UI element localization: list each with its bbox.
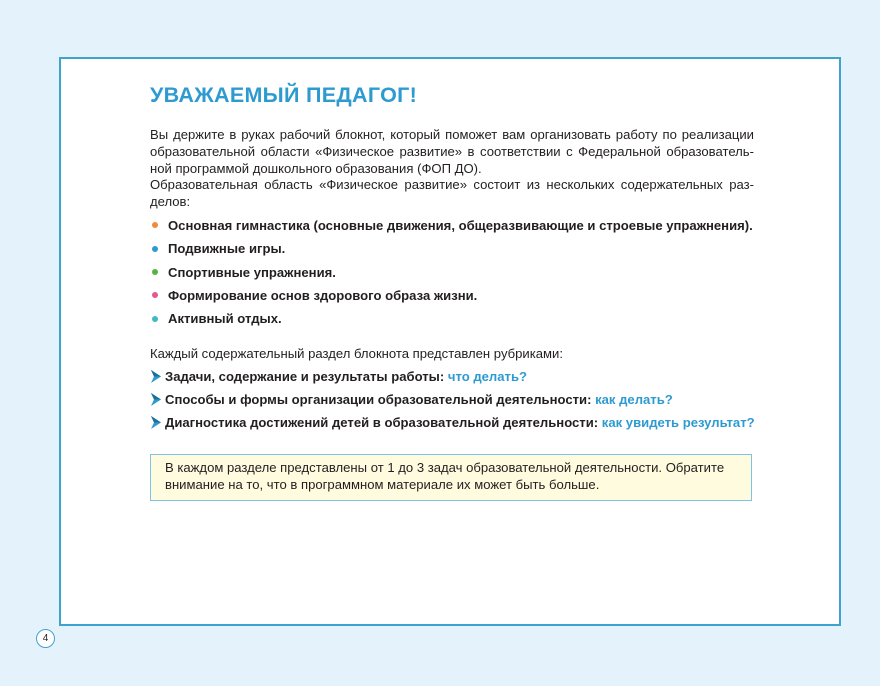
bullet-dot-icon bbox=[152, 246, 158, 252]
page-title: УВАЖАЕМЫЙ ПЕДАГОГ! bbox=[150, 83, 418, 107]
sections-list bbox=[150, 218, 754, 328]
triangle-pointer-icon bbox=[150, 392, 162, 407]
note-box: В каждом разделе представлены от 1 до 3 задач образовательной деятельности. Обратите внимание на то, что в программном материале их может быть больше. bbox=[150, 454, 752, 502]
rubric-item bbox=[150, 368, 754, 385]
page-frame bbox=[59, 57, 841, 626]
rubric-text: Диагностика достижений детей в образовательной деятельности: bbox=[165, 414, 602, 430]
rubric-item bbox=[150, 391, 754, 408]
rubrics-intro: Каждый содержательный раздел блокнота представлен рубриками: bbox=[150, 345, 563, 361]
sections-intro-paragraph: Образовательная область «Физическое развитие» состоит из нескольких содержательных разделов: bbox=[150, 177, 754, 210]
page-number: 4 bbox=[36, 629, 55, 648]
section-label: Активный отдых. bbox=[168, 311, 282, 327]
bullet-dot-icon bbox=[152, 292, 158, 298]
rubric-question: как увидеть результат? bbox=[601, 414, 755, 430]
section-item bbox=[150, 241, 754, 258]
bullet-dot-icon bbox=[152, 222, 158, 228]
section-label: Основная гимнастика (основные движения, общеразвивающие и строевые упражнения). bbox=[168, 217, 753, 233]
section-item bbox=[150, 218, 754, 235]
rubric-text: Задачи, содержание и результаты работы: bbox=[165, 368, 448, 384]
section-item bbox=[150, 265, 754, 282]
rubric-question: как делать? bbox=[595, 391, 673, 407]
rubric-item bbox=[150, 414, 754, 431]
section-item bbox=[150, 288, 754, 305]
section-item bbox=[150, 311, 754, 328]
section-label: Спортивные упражнения. bbox=[168, 264, 336, 280]
section-label: Формирование основ здорового образа жизни. bbox=[168, 287, 478, 303]
triangle-pointer-icon bbox=[150, 369, 162, 384]
rubric-question: что делать? bbox=[447, 368, 527, 384]
intro-paragraph: Вы держите в руках рабочий блокнот, который поможет вам организовать работу по реализации образовательной области «Физическое развитие» в соответствии с Федеральной образовательной программой дошкольного образования (ФОП ДО). bbox=[150, 127, 754, 176]
section-label: Подвижные игры. bbox=[168, 241, 286, 257]
bullet-dot-icon bbox=[152, 269, 158, 275]
triangle-pointer-icon bbox=[150, 415, 162, 430]
rubric-text: Способы и формы организации образовательной деятельности: bbox=[165, 391, 596, 407]
page-content bbox=[150, 81, 754, 501]
bullet-dot-icon bbox=[152, 316, 158, 322]
rubrics-list bbox=[150, 368, 754, 431]
